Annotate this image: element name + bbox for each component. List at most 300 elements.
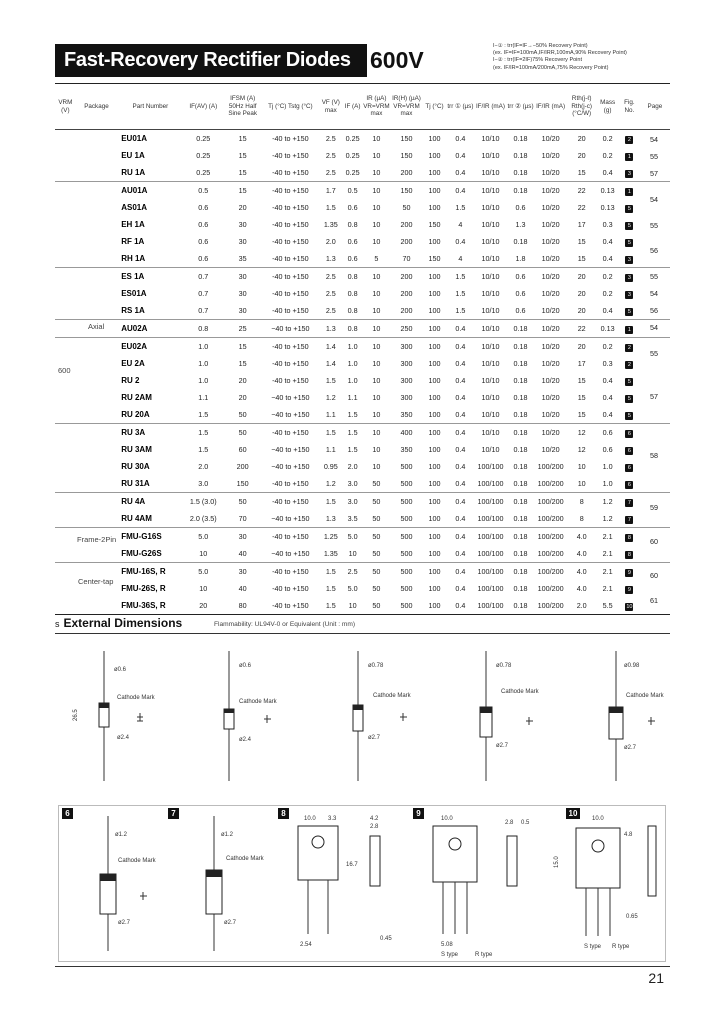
table-cell: 100/200 [537, 514, 564, 523]
col-ir: IR (µA) VR=VRM max [362, 84, 391, 130]
table-cell: 3.5 [347, 514, 358, 523]
table-cell: 15 [577, 237, 586, 246]
table-cell: 0.7 [184, 268, 223, 286]
table-cell: 2.0 (3.5) [189, 514, 217, 523]
col-irh: IR(H) (µA) VR=VRM max [391, 84, 422, 130]
part-number: FMU-26S, R [121, 584, 166, 593]
table-cell: 0.4 [602, 254, 613, 263]
svg-text:S type: S type [584, 944, 602, 950]
table-cell: 0.18 [513, 151, 528, 160]
table-cell: 15 [223, 182, 262, 200]
page-ref: 56 [650, 246, 658, 255]
table-cell: 0.25 [345, 168, 360, 177]
fig-5 [575, 640, 672, 792]
table-cell: 0.4 [602, 410, 613, 419]
fig-number-badge: 3 [625, 274, 633, 282]
table-cell: 10/10 [481, 168, 500, 177]
table-cell: 10/20 [534, 338, 567, 356]
table-cell: 2.0 [198, 462, 209, 471]
table-cell: 500 [391, 563, 422, 581]
table-cell: 15 [238, 151, 247, 160]
table-cell: 500 [391, 597, 422, 615]
fig-3 [317, 640, 435, 792]
table-cell: 10/20 [541, 359, 560, 368]
table-cell: -40 to +150 [262, 563, 318, 581]
fig-7 [166, 806, 270, 958]
table-cell: 17 [577, 359, 586, 368]
table-cell: 50 [372, 514, 381, 523]
table-cell [55, 597, 76, 615]
note-4: (ex. IF/IR=100mA/200mA,75% Recovery Point) [493, 64, 609, 71]
table-cell: 30 [223, 268, 262, 286]
package-center: Center-tap [78, 577, 114, 586]
svg-text:Cathode Mark: Cathode Mark [117, 695, 155, 701]
part-number: RF 1A [121, 237, 145, 246]
table-cell [640, 424, 670, 442]
table-cell: 100 [428, 514, 441, 523]
package-axial: Axial [88, 322, 105, 331]
table-cell: 1.1 [198, 393, 209, 402]
page-ref: 55 [650, 152, 658, 161]
part-number: FMU-36S, R [117, 597, 183, 615]
page-ref: 54 [650, 135, 658, 144]
table-cell [76, 355, 117, 372]
table-cell: 100 [428, 168, 441, 177]
page-title: Fast-Recovery Rectifier Diodes [55, 44, 367, 77]
table-cell: 100 [422, 597, 447, 615]
table-cell: 100/200 [534, 597, 567, 615]
table-cell: 1.0 [343, 338, 362, 356]
table-cell: 8 [579, 514, 584, 523]
table-cell: −40 to +150 [262, 320, 318, 338]
table-row [55, 320, 670, 338]
table-cell [55, 182, 76, 200]
svg-text:ø1.2: ø1.2 [221, 832, 234, 838]
table-cell: 10/20 [534, 268, 567, 286]
table-cell: 80 [223, 597, 262, 615]
table-cell [55, 338, 76, 356]
table-cell: 10/10 [481, 289, 500, 298]
table-cell: 1.1 [325, 445, 336, 454]
table-cell [76, 458, 117, 475]
table-cell [640, 510, 670, 528]
fig-number-badge: 5 [625, 308, 633, 316]
table-cell: 0.18 [507, 528, 534, 546]
table-cell: 50 [362, 597, 391, 615]
svg-text:ø2.4: ø2.4 [239, 737, 252, 743]
part-number: EU 1A [121, 151, 145, 160]
table-cell: 0.4 [602, 168, 613, 177]
table-row [55, 563, 670, 581]
fig-number-badge: 6 [625, 481, 633, 489]
table-cell: 0.7 [198, 306, 209, 315]
fig-number-badge: 9 [625, 569, 633, 577]
table-cell: 4.0 [576, 584, 587, 593]
table-cell: 30 [238, 237, 247, 246]
table-cell: -40 to +150 [262, 338, 318, 356]
table-cell: 100 [428, 445, 441, 454]
page-ref: 56 [650, 306, 658, 315]
col-fig: Fig. No. [619, 84, 640, 130]
table-cell: 0.5 [343, 182, 362, 200]
col-vf: VF (V) max [318, 84, 343, 130]
table-cell: 10 [372, 134, 381, 143]
trr-notes [493, 43, 627, 72]
table-cell: 1.5 [347, 445, 358, 454]
table-cell [640, 545, 670, 563]
table-cell: 10 [348, 549, 357, 558]
svg-text:2.8: 2.8 [505, 820, 514, 826]
table-cell: 10 [372, 203, 381, 212]
table-cell: -40 to +150 [272, 306, 309, 315]
table-cell: 1.0 [184, 338, 223, 356]
table-cell: 0.4 [455, 168, 466, 177]
table-cell: 400 [391, 424, 422, 442]
table-row [55, 355, 670, 372]
fig-8 [276, 806, 398, 958]
table-cell: 4.0 [567, 528, 596, 546]
page-ref: 57 [650, 392, 658, 401]
page-ref: 54 [650, 195, 658, 204]
table-cell: 0.3 [602, 220, 613, 229]
fig-cell [619, 441, 640, 458]
fig-label-10: 10 [566, 808, 580, 819]
table-cell: 5 [374, 254, 379, 263]
table-cell: 0.4 [455, 514, 466, 523]
col-trr2: trr ② (µs) [507, 84, 534, 130]
table-cell: 1.3 [318, 320, 343, 338]
table-cell: 200 [400, 306, 413, 315]
fig-cell [619, 216, 640, 233]
table-cell: 0.8 [347, 306, 358, 315]
table-cell: 100/100 [474, 597, 507, 615]
table-cell: -40 to +150 [262, 493, 318, 511]
table-cell: 20 [238, 393, 247, 402]
table-cell [76, 250, 117, 268]
table-cell: 0.4 [455, 151, 466, 160]
svg-text:ø2.7: ø2.7 [368, 735, 381, 741]
table-cell: 2.1 [596, 563, 619, 581]
table-row [55, 147, 670, 164]
table-cell: 10 [577, 479, 586, 488]
table-cell: 1.2 [325, 479, 336, 488]
table-cell: 50 [238, 410, 247, 419]
page-ref: 61 [650, 596, 658, 605]
table-cell: 1.8 [515, 254, 526, 263]
table-row [55, 338, 670, 356]
svg-text:ø2.7: ø2.7 [624, 745, 637, 751]
fig-number-badge: 5 [625, 395, 633, 403]
page-ref: 54 [650, 323, 658, 332]
table-cell: 5.5 [596, 597, 619, 615]
part-number: ES 1A [117, 268, 183, 286]
table-cell: 15 [223, 338, 262, 356]
table-cell: 20 [184, 597, 223, 615]
fig-cell [619, 545, 640, 563]
page-ref: 60 [650, 571, 658, 580]
fig-cell [619, 493, 640, 511]
fig-cell [619, 406, 640, 424]
table-cell: 0.4 [447, 563, 474, 581]
table-row [55, 424, 670, 442]
fig-number-badge: 3 [625, 256, 633, 264]
svg-text:Cathode Mark: Cathode Mark [226, 856, 264, 862]
part-number: EU 2A [121, 359, 145, 368]
table-cell: 0.8 [347, 289, 358, 298]
fig-cell [619, 528, 640, 546]
table-cell: -40 to +150 [272, 359, 309, 368]
table-cell: 1.5 [184, 424, 223, 442]
fig-6 [60, 806, 164, 958]
table-cell: 1.2 [325, 393, 336, 402]
table-cell [76, 199, 117, 216]
col-part: Part Number [117, 84, 183, 130]
table-cell: 10 [362, 182, 391, 200]
table-cell [55, 580, 76, 597]
svg-text:5.08: 5.08 [441, 942, 453, 948]
fig-number-badge: 9 [625, 586, 633, 594]
table-cell: 0.18 [513, 462, 528, 471]
table-cell: -40 to +150 [272, 584, 309, 593]
table-cell: 0.4 [455, 462, 466, 471]
table-cell: 2.5 [325, 168, 336, 177]
col-tj-tstg: Tj (°C) Tstg (°C) [262, 84, 318, 130]
table-cell: 10 [372, 289, 381, 298]
table-cell: 2.5 [318, 268, 343, 286]
table-cell: 0.6 [347, 254, 358, 263]
table-cell: 30 [223, 528, 262, 546]
table-cell: 40 [238, 584, 247, 593]
table-cell: 100 [428, 462, 441, 471]
fig-label-8: 8 [278, 808, 289, 819]
page-ref: 59 [650, 503, 658, 512]
table-row [55, 580, 670, 597]
page-ref: 54 [650, 289, 658, 298]
table-cell: 200 [400, 289, 413, 298]
to220-drawing [411, 806, 541, 958]
table-cell: 10 [372, 410, 381, 419]
table-cell: 1.5 [318, 493, 343, 511]
table-cell: 4.0 [576, 549, 587, 558]
table-cell [76, 302, 117, 320]
table-cell: 200 [400, 168, 413, 177]
table-cell: 1.2 [602, 514, 613, 523]
table-cell: 50 [372, 584, 381, 593]
table-cell: 15 [238, 359, 247, 368]
table-cell: 10/10 [474, 268, 507, 286]
table-cell: 10/10 [481, 220, 500, 229]
table-cell: -40 to +150 [272, 376, 309, 385]
table-cell: 150 [400, 151, 413, 160]
table-cell: -40 to +150 [262, 528, 318, 546]
table-cell: 10/20 [541, 445, 560, 454]
table-cell: 100 [428, 549, 441, 558]
table-cell: 1.0 [198, 359, 209, 368]
table-cell [76, 545, 117, 563]
table-cell: 10/10 [481, 306, 500, 315]
table-cell: 0.2 [596, 268, 619, 286]
table-cell: 0.6 [507, 268, 534, 286]
table-cell: 350 [400, 445, 413, 454]
part-number: EH 1A [121, 220, 145, 229]
table-cell: 0.6 [515, 289, 526, 298]
table-cell [55, 199, 76, 216]
table-cell: 0.4 [455, 445, 466, 454]
col-mass: Mass (g) [596, 84, 619, 130]
table-cell: 30 [238, 306, 247, 315]
table-cell: 10 [372, 393, 381, 402]
table-cell [640, 458, 670, 475]
fig-number-badge: 5 [625, 222, 633, 230]
table-cell: 500 [391, 493, 422, 511]
table-cell: −40 to +150 [271, 514, 310, 523]
table-cell: 10/10 [481, 237, 500, 246]
table-cell: 0.18 [513, 376, 528, 385]
svg-text:Cathode Mark: Cathode Mark [626, 693, 664, 699]
svg-text:4.8: 4.8 [624, 832, 633, 838]
table-cell: 100/100 [474, 563, 507, 581]
table-row [55, 302, 670, 320]
svg-text:Cathode Mark: Cathode Mark [239, 699, 277, 705]
page-ref: 55 [650, 272, 658, 281]
table-cell: 30 [223, 563, 262, 581]
table-cell [76, 233, 117, 250]
table-cell: 0.18 [507, 424, 534, 442]
part-number: FMU-G26S [121, 549, 162, 558]
table-cell: 0.6 [198, 254, 209, 263]
table-cell: 2.5 [325, 151, 336, 160]
fig-number-badge: 5 [625, 205, 633, 213]
table-cell: 100 [428, 479, 441, 488]
table-cell [55, 389, 76, 406]
table-cell: 0.4 [447, 528, 474, 546]
table-cell: 0.4 [602, 237, 613, 246]
page-ref: 55 [650, 221, 658, 230]
table-cell: -40 to +150 [262, 182, 318, 200]
col-trr1: trr ① (µs) [447, 84, 474, 130]
table-row [55, 475, 670, 493]
to220-drawing [276, 806, 398, 958]
table-cell [76, 130, 117, 148]
table-cell: -40 to +150 [272, 237, 309, 246]
table-cell: 100 [422, 182, 447, 200]
section-note: Flammability: UL94V-0 or Equivalent (Unit : mm) [214, 621, 356, 628]
part-number: AU01A [117, 182, 183, 200]
table-row [55, 285, 670, 302]
table-cell: 10 [199, 584, 208, 593]
table-cell: 70 [238, 514, 247, 523]
table-cell: 0.4 [455, 237, 466, 246]
table-cell: 10/20 [541, 306, 560, 315]
page-ref: 55 [650, 349, 658, 358]
table-cell: 50 [223, 424, 262, 442]
table-cell: 0.18 [513, 393, 528, 402]
table-cell: 0.18 [513, 134, 528, 143]
table-cell: 10/10 [481, 410, 500, 419]
part-number: RH 1A [121, 254, 146, 263]
table-cell: 100/100 [477, 479, 504, 488]
table-cell: 10/10 [481, 359, 500, 368]
table-cell [55, 441, 76, 458]
table-cell: 100 [428, 376, 441, 385]
note-3: I−② : trr(IF=2IF)75% Recovery Point [493, 57, 582, 64]
table-cell: 150 [236, 479, 249, 488]
fig-9 [411, 806, 541, 958]
col-if: IF (A) [343, 84, 362, 130]
table-cell: 10/20 [541, 203, 560, 212]
fig-cell [619, 424, 640, 442]
svg-text:R type: R type [475, 952, 493, 958]
table-cell: 10 [577, 462, 586, 471]
table-cell [55, 268, 76, 286]
table-cell [55, 147, 76, 164]
svg-text:0.45: 0.45 [380, 936, 392, 942]
table-cell: 1.2 [596, 493, 619, 511]
table-cell: 15 [577, 393, 586, 402]
table-cell: 1.3 [515, 220, 526, 229]
table-cell: 15 [238, 134, 247, 143]
table-cell: 50 [362, 528, 391, 546]
fig-cell [619, 285, 640, 302]
table-cell [76, 389, 117, 406]
table-cell: 300 [400, 359, 413, 368]
table-cell: 500 [400, 479, 413, 488]
fig-cell [619, 250, 640, 268]
table-cell: 2.5 [325, 289, 336, 298]
table-cell: 22 [567, 182, 596, 200]
table-cell [76, 182, 117, 200]
table-cell: 1.5 [325, 376, 336, 385]
part-number: RU 4A [117, 493, 183, 511]
table-cell: 0.25 [196, 151, 211, 160]
table-cell: 100/100 [477, 514, 504, 523]
table-row [55, 458, 670, 475]
axial-diode-drawing [59, 641, 175, 791]
fig-2 [188, 640, 306, 792]
table-cell: 100/200 [537, 462, 564, 471]
table-cell: 0.6 [198, 203, 209, 212]
table-cell: 1.5 [318, 597, 343, 615]
table-cell: 100 [428, 134, 441, 143]
table-cell: 0.4 [602, 376, 613, 385]
table-cell: 0.13 [600, 203, 615, 212]
fig-cell [619, 233, 640, 250]
table-cell: 0.4 [447, 493, 474, 511]
table-cell [55, 406, 76, 424]
table-cell [76, 510, 117, 528]
table-cell: 25 [223, 320, 262, 338]
part-number: FMU-16S, R [117, 563, 183, 581]
table-cell: 100 [428, 410, 441, 419]
fig-number-badge: 7 [625, 516, 633, 524]
col-ifir1: IF/IR (mA) [474, 84, 507, 130]
table-cell: 100 [422, 424, 447, 442]
table-cell: 20 [567, 268, 596, 286]
fig-cell [619, 268, 640, 286]
table-cell [55, 545, 76, 563]
table-cell: 12 [567, 424, 596, 442]
table-cell: 100 [422, 528, 447, 546]
svg-text:R type: R type [612, 944, 630, 950]
table-cell [55, 563, 76, 581]
table-cell: 4 [458, 220, 463, 229]
table-row [55, 545, 670, 563]
table-cell: 10 [362, 320, 391, 338]
fig-number-badge: 7 [625, 499, 633, 507]
voltage-rating: 600V [370, 47, 424, 73]
table-cell: 10 [372, 168, 381, 177]
table-row [55, 250, 670, 268]
